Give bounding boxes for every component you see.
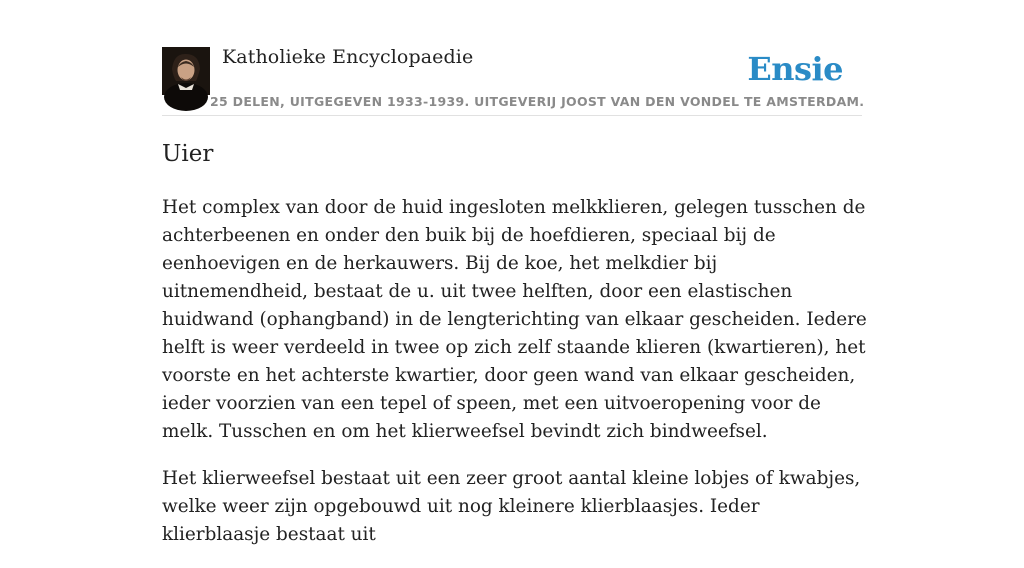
publication-header <box>162 44 865 116</box>
publication-subtitle: 25 DELEN, UITGEGEVEN 1933-1939. UITGEVERIJ JOOST VAN DEN VONDEL TE AMSTERDAM. <box>210 94 865 109</box>
ensie-logo-link[interactable]: Ensie <box>747 50 843 88</box>
article-paragraph: Het klierweefsel bestaat uit een zeer groot aantal kleine lobjes of kwabjes, welke weer zijn opgebouwd uit nog kleinere klierblaasjes. Ieder klierblaasje bestaat uit <box>162 468 861 545</box>
article <box>162 138 867 568</box>
article-title: Uier <box>162 141 214 167</box>
portrait-icon <box>162 47 210 95</box>
publication-name[interactable]: Katholieke Encyclopaedie <box>222 46 474 68</box>
publication-avatar[interactable] <box>162 47 210 95</box>
article-paragraph: Het complex van door de huid ingesloten melkklieren, gelegen tusschen de achterbeenen en onder den buik bij de hoefdieren, speciaal bij de eenhoevigen en de herkauwers. Bij de koe, het melkdier bij uitnemendheid, bestaat de u. uit twee helften, door een elastischen huidwand (ophangband) in de lengterichting van elkaar gescheiden. Iedere helft is weer verdeeld in twee op zich zelf staande klieren (kwartieren), het voorste en het achterste kwartier, door geen wand van elkaar gescheiden, ieder voorzien van een tepel of speen, met een uitvoeropening voor de melk. Tusschen en om het klierweefsel bevindt zich bindweefsel. <box>162 197 867 442</box>
